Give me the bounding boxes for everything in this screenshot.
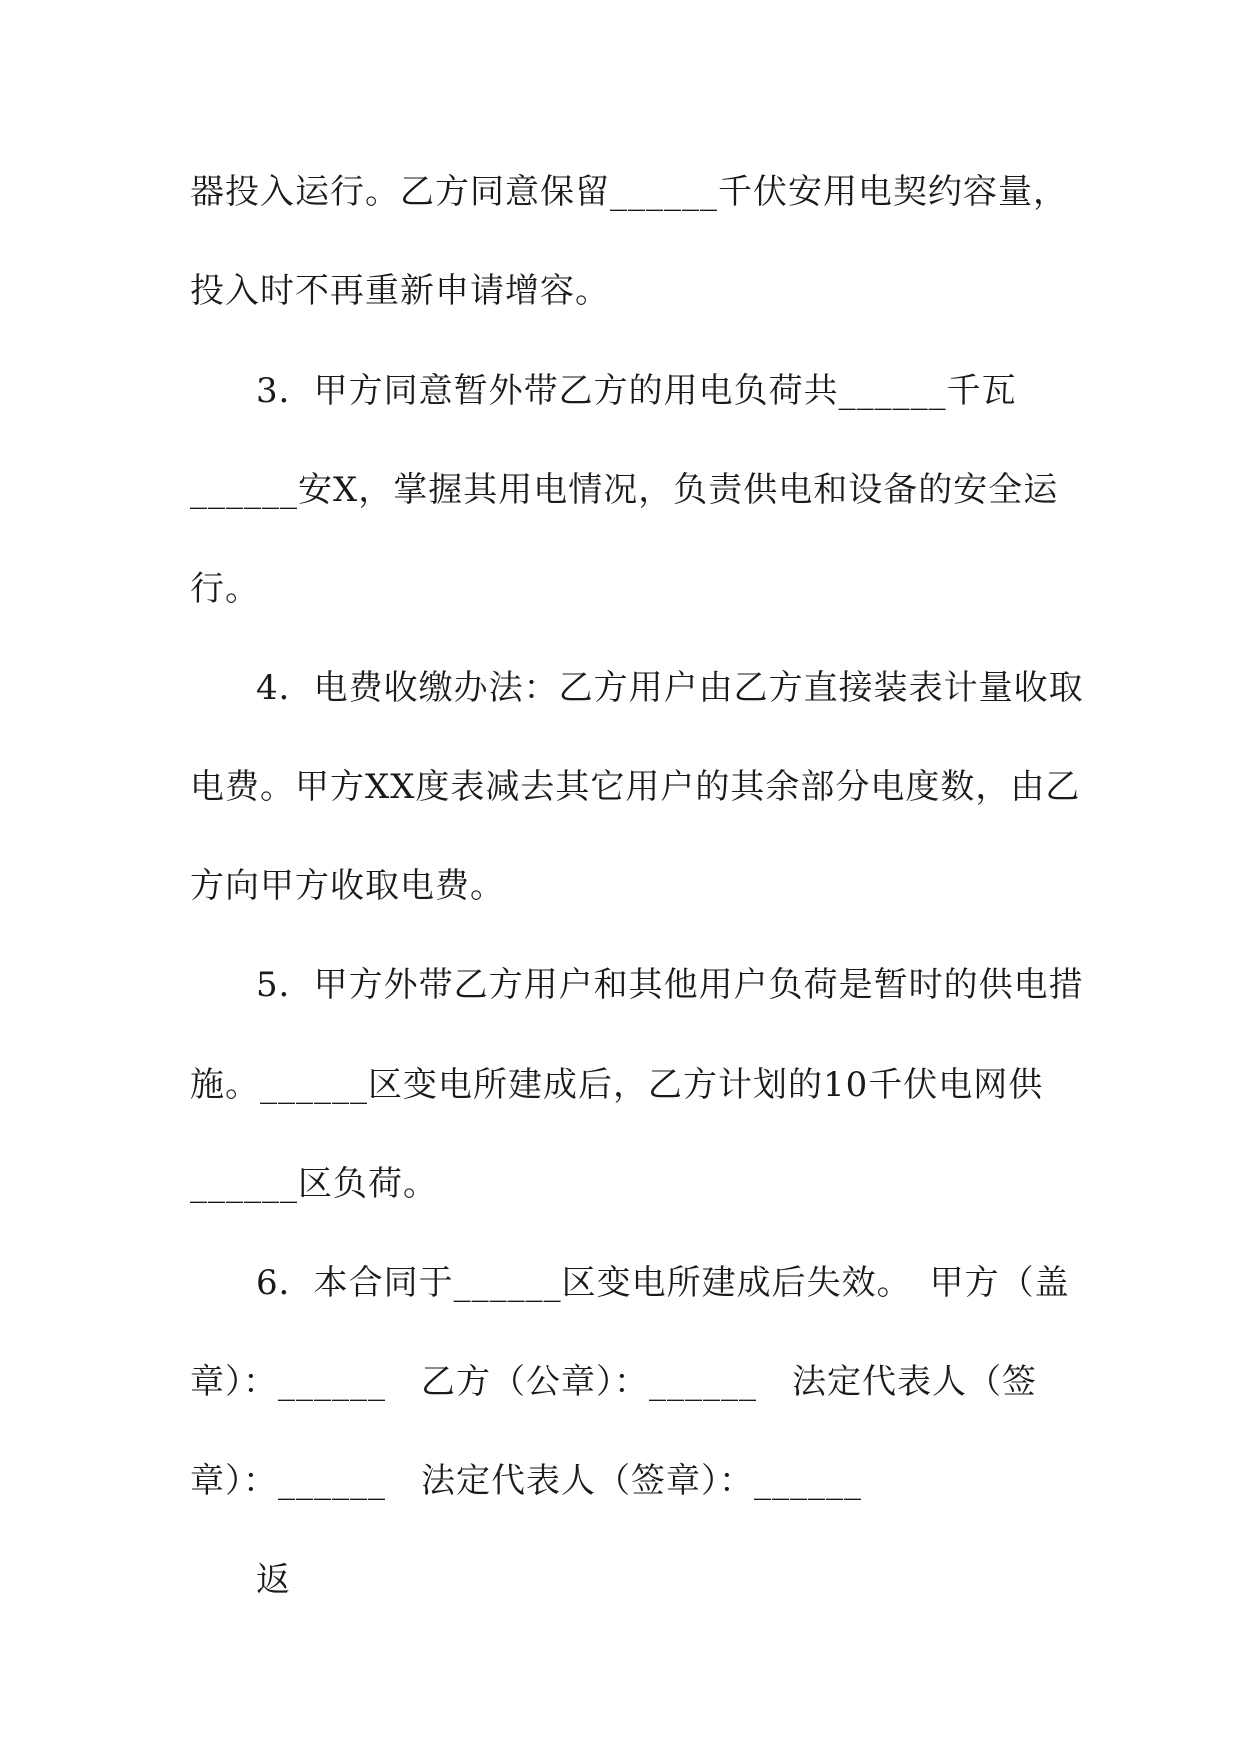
clause-5-line-1: 5．甲方外带乙方用户和其他用户负荷是暂时的供电措 [256, 965, 1084, 1005]
clause-3-line-1: 3．甲方同意暂外带乙方的用电负荷共______千瓦 [256, 371, 1017, 411]
text-line-2: 投入时不再重新申请增容。 [190, 271, 610, 311]
clause-3-line-3: 行。 [190, 569, 260, 609]
text-line-1: 器投入运行。乙方同意保留______千伏安用电契约容量， [190, 172, 1068, 212]
clause-6-line-1: 6．本合同于______区变电所建成后失效。 甲方（盖 [256, 1263, 1070, 1303]
clause-3-line-2: ______安X，掌握其用电情况，负责供电和设备的安全运 [190, 470, 1059, 510]
signature-line-2: 章）：______ 法定代表人（签章）：______ [190, 1461, 862, 1501]
clause-5-line-2: 施。______区变电所建成后，乙方计划的10千伏电网供 [190, 1065, 1044, 1105]
clause-4-line-2: 电费。甲方XX度表减去其它用户的其余部分电度数，由乙 [190, 767, 1081, 807]
return-link[interactable]: 返 [256, 1560, 291, 1600]
clause-5-line-3: ______区负荷。 [190, 1164, 438, 1204]
clause-4-line-1: 4．电费收缴办法：乙方用户由乙方直接装表计量收取 [256, 668, 1084, 708]
signature-line-1: 章）：______ 乙方（公章）：______ 法定代表人（签 [190, 1362, 1037, 1402]
clause-4-line-3: 方向甲方收取电费。 [190, 866, 505, 906]
